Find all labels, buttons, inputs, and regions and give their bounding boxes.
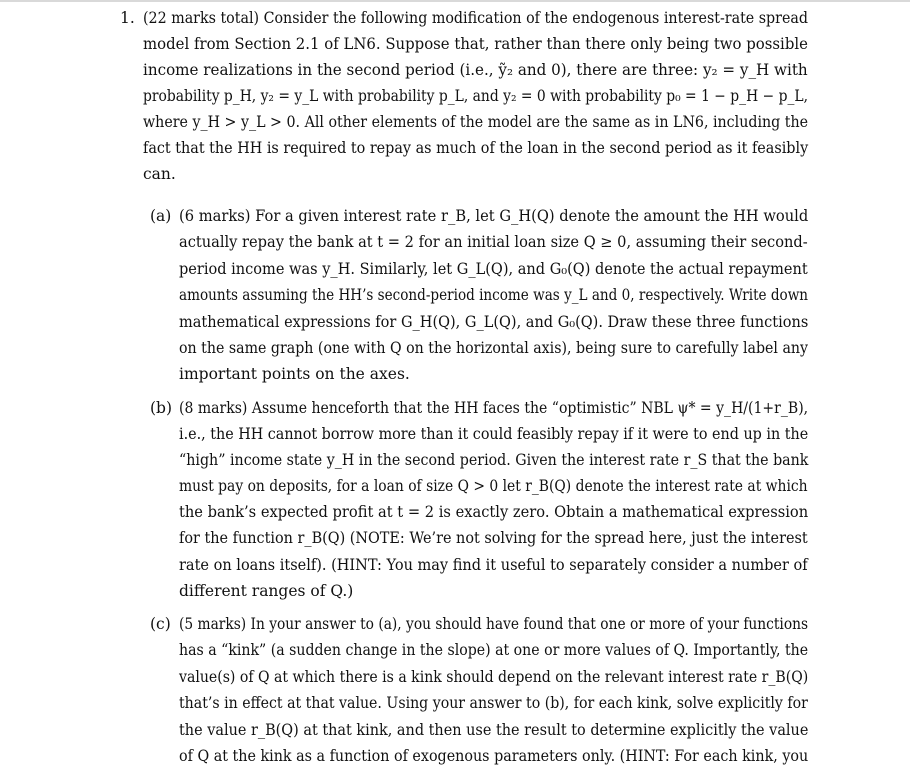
part-a-line: period income was y_H. Similarly, let G_L(Q), and G₀(Q) denote the actual repayment (179, 260, 808, 278)
part-c-line: value(s) of Q at which there is a kink should depend on the relevant interest rate r_B(Q) (179, 668, 809, 686)
intro-line: income realizations in the second period (i.e., ỹ₂ and 0), there are three: y₂ = y_H with (143, 61, 808, 79)
part-c-label: (c) (150, 615, 171, 633)
part-a-line: actually repay the bank at t = 2 for an initial loan size Q ≥ 0, assuming their second- (179, 233, 808, 251)
part-a-label: (a) (150, 207, 172, 225)
part-c-line: that’s in effect at that value. Using your answer to (b), for each kink, solve explicitly for (179, 694, 808, 712)
part-c-line: the value r_B(Q) at that kink, and then use the result to determine explicitly the value (179, 721, 809, 739)
question-number: 1. (120, 9, 135, 27)
intro-line: fact that the HH is required to repay as much of the loan in the second period as it feasibly (143, 139, 809, 157)
intro-line: can. (143, 165, 176, 183)
part-a-line: mathematical expressions for G_H(Q), G_L(Q), and G₀(Q). Draw these three functions (179, 313, 809, 331)
part-a-line: amounts assuming the HH’s second-period income was y_L and 0, respectively. Write down (179, 286, 809, 304)
part-b-line: i.e., the HH cannot borrow more than it could feasibly repay if it were to end up in the (179, 425, 809, 443)
part-b-line: must pay on deposits, for a loan of size Q > 0 let r_B(Q) denote the interest rate at which (179, 477, 808, 495)
part-b-line: rate on loans itself). (HINT: You may find it useful to separately consider a number of (179, 556, 808, 574)
part-a-line: important points on the axes. (179, 365, 410, 383)
part-b-label: (b) (150, 399, 173, 417)
intro-line: (22 marks total) Consider the following modification of the endogenous interest-rate spread (143, 9, 809, 27)
intro-line: probability p_H, y₂ = y_L with probability p_L, and y₂ = 0 with probability p₀ = 1 − p_H − p_L, (143, 87, 808, 105)
intro-line: where y_H > y_L > 0. All other elements of the model are the same as in LN6, including the (143, 113, 809, 131)
part-b-line: for the function r_B(Q) (NOTE: We’re not solving for the spread here, just the interest (179, 529, 808, 547)
part-c-line: of Q at the kink as a function of exogenous parameters only. (HINT: For each kink, you (179, 747, 809, 765)
part-c-line: has a “kink” (a sudden change in the slope) at one or more values of Q. Importantly, the (179, 641, 809, 659)
part-c-line: (5 marks) In your answer to (a), you should have found that one or more of your functions (179, 615, 809, 633)
part-a-line: (6 marks) For a given interest rate r_B, let G_H(Q) denote the amount the HH would (179, 207, 809, 225)
part-b-line: (8 marks) Assume henceforth that the HH faces the “optimistic” NBL ψ* = y_H/(1+r_B), (179, 399, 809, 417)
part-a-line: on the same graph (one with Q on the horizontal axis), being sure to carefully label any (179, 339, 809, 357)
part-b-line: “high” income state y_H in the second period. Given the interest rate r_S that the bank (179, 451, 809, 469)
intro-line: model from Section 2.1 of LN6. Suppose that, rather than there only being two possible (143, 35, 808, 53)
part-b-line: the bank’s expected profit at t = 2 is exactly zero. Obtain a mathematical expression (179, 503, 809, 521)
part-b-line: different ranges of Q.) (179, 582, 354, 600)
